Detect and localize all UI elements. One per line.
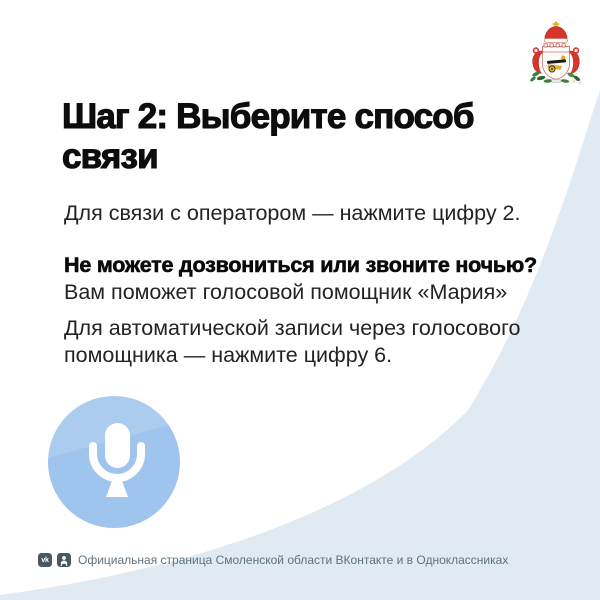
footer-caption: Официальная страница Смоленской области ВКонтакте и в Одноклассниках [78, 553, 509, 567]
page-title [62, 97, 474, 177]
vk-logo-icon [38, 553, 52, 567]
crest-battlement [543, 44, 570, 53]
assistant-maria-info: Вам поможет голосовой помощник «Мария» [64, 280, 508, 304]
question-night-call: Не можете дозвониться или звоните ночью? [64, 253, 537, 277]
title-line-2: связи [62, 137, 158, 176]
title-line-1: Шаг 2: Выберите способ [62, 97, 474, 136]
instruction-autorecord-line2: помощника — нажмите цифру 6. [64, 343, 393, 367]
instruction-autorecord [64, 315, 520, 369]
instruction-operator: Для связи с оператором — нажмите цифру 2. [64, 201, 521, 225]
smolensk-coat-of-arms-icon [525, 20, 587, 86]
vk-logo-label: vk [41, 556, 49, 564]
footer [38, 552, 508, 568]
odnoklassniki-logo-icon [57, 553, 71, 567]
instruction-autorecord-line1: Для автоматической записи через голосового [64, 316, 521, 340]
crest-crown [545, 27, 567, 41]
voice-assistant-badge [48, 396, 180, 528]
